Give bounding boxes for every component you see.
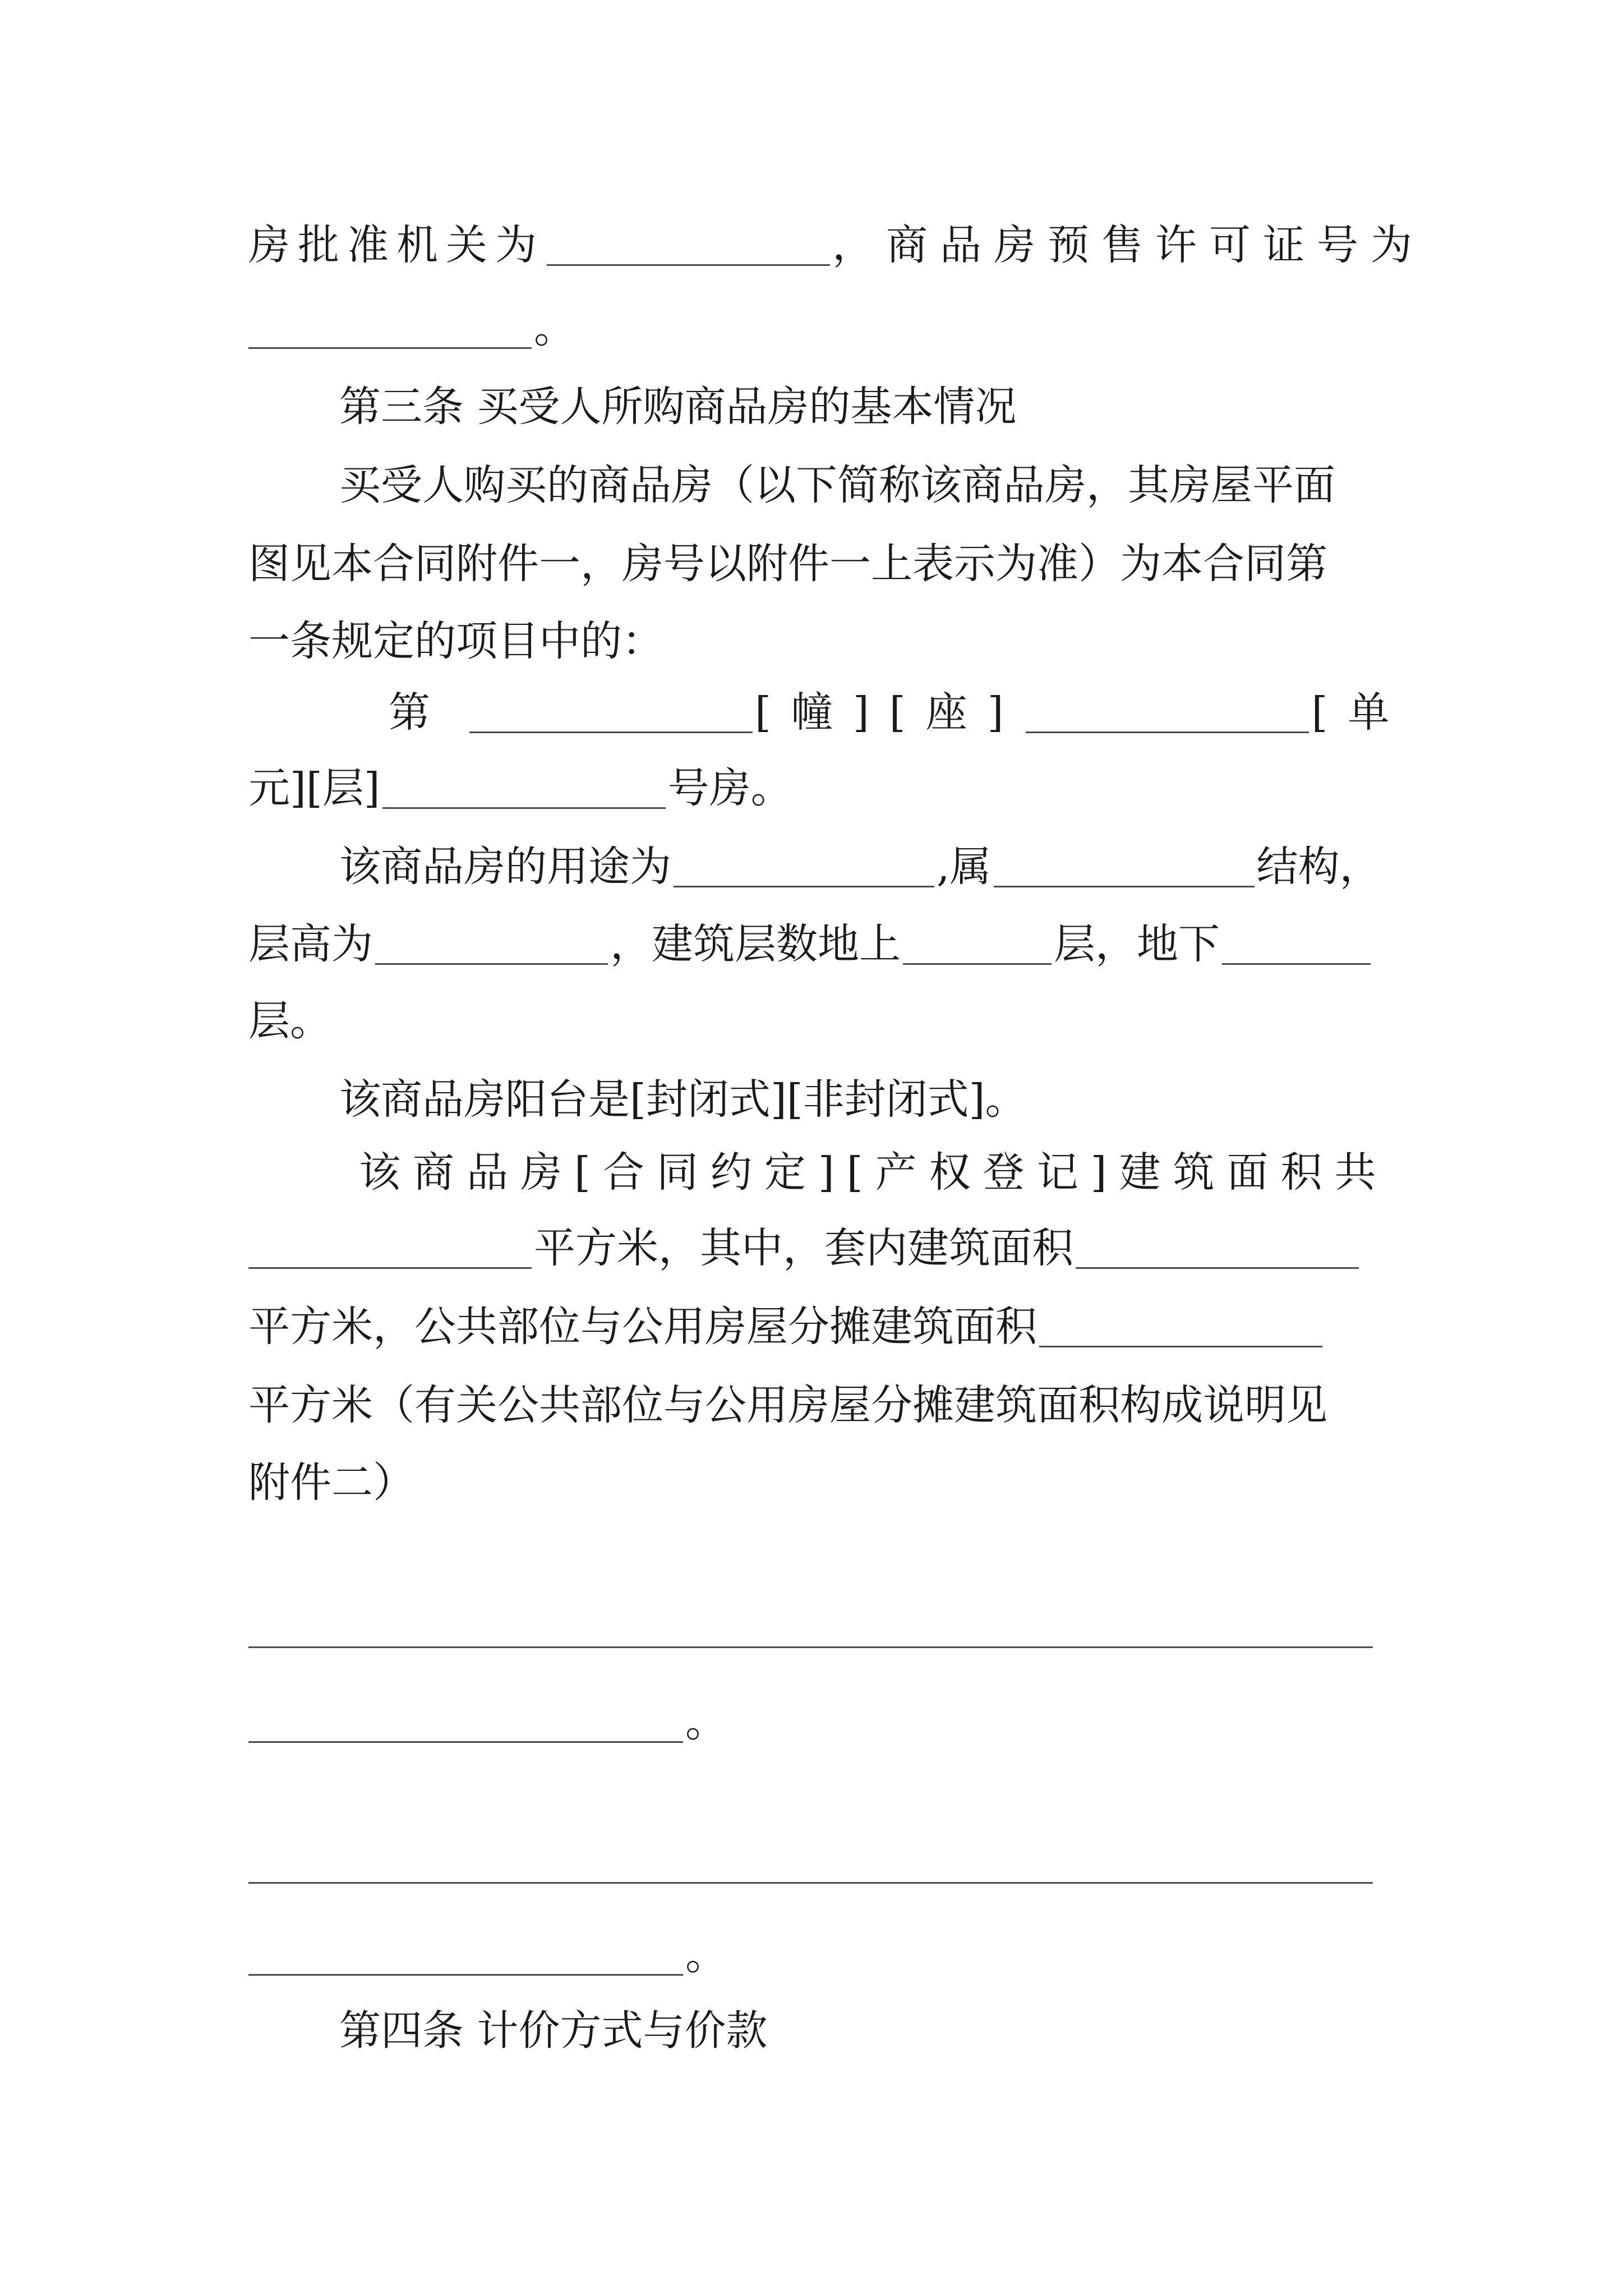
text-segment: 结构， [1256, 843, 1381, 891]
fill-in-blank[interactable] [248, 347, 532, 349]
paragraph-line [248, 1913, 1393, 1997]
fill-in-blank[interactable] [248, 1741, 683, 1743]
text-segment: 。 [685, 1698, 727, 1746]
text-segment: ，商品房预售许可证号为 [832, 221, 1424, 269]
paragraph-line [248, 670, 1410, 754]
fill-in-blank[interactable] [1026, 731, 1309, 733]
paragraph-line [248, 1285, 1393, 1369]
paragraph-line: 图见本合同附件一，房号以附件一上表示为准）为本合同第 [248, 540, 1327, 588]
text-segment: 层高为 [248, 920, 373, 968]
text-segment: 。 [534, 304, 575, 352]
fill-in-rule[interactable] [248, 1882, 1373, 1884]
text-segment: 平方米，公共部位与公用房屋分摊建筑面积 [248, 1303, 1037, 1351]
fill-in-blank[interactable] [248, 1267, 532, 1269]
fill-in-blank[interactable] [248, 1974, 683, 1976]
text-segment: 平方米，其中，套内建筑面积 [534, 1224, 1073, 1272]
fill-in-rule[interactable] [248, 1646, 1373, 1648]
text-segment: 。 [685, 1931, 727, 1979]
fill-in-blank[interactable] [1039, 1346, 1322, 1347]
text-segment: 元][层] [248, 764, 380, 812]
fill-in-blank[interactable] [469, 731, 753, 733]
fill-in-blank[interactable] [903, 963, 1052, 965]
paragraph-line: 附件二） [248, 1458, 414, 1507]
fill-in-blank[interactable] [994, 886, 1255, 887]
text-segment: [幢][座] [755, 688, 1024, 737]
fill-in-blank[interactable] [1076, 1267, 1359, 1269]
text-segment: ，建筑层数地上 [610, 920, 901, 968]
paragraph-line [248, 902, 1393, 986]
paragraph-line: 层。 [248, 997, 331, 1045]
article-heading: 第四条 计价方式与价款 [339, 2007, 768, 2055]
text-segment: 第 [389, 688, 430, 737]
fill-in-blank[interactable] [674, 886, 934, 887]
paragraph-line: 买受人购买的商品房（以下简称该商品房，其房屋平面 [339, 461, 1335, 509]
text-segment: [单 [1311, 688, 1410, 737]
paragraph-line [248, 1206, 1393, 1290]
fill-in-blank[interactable] [375, 963, 608, 965]
paragraph-line [248, 746, 1393, 830]
text-segment: ,属 [937, 843, 992, 891]
paragraph-line: 该商品房[合同约定][产权登记]建筑面积共 [359, 1148, 1389, 1197]
fill-in-blank[interactable] [382, 807, 666, 809]
text-segment: 房批准机关为 [248, 221, 545, 269]
text-segment: 该商品房的用途为 [339, 843, 671, 891]
paragraph-line [248, 203, 1424, 287]
fill-in-blank[interactable] [1222, 963, 1371, 965]
paragraph-line [248, 1680, 1393, 1764]
text-segment: 层，地下 [1054, 920, 1220, 968]
text-segment: 号房。 [667, 764, 792, 812]
paragraph-line: 平方米（有关公共部位与公用房屋分摊建筑面积构成说明见 [248, 1381, 1327, 1429]
fill-in-blank[interactable] [547, 264, 830, 266]
paragraph-line: 该商品房阳台是[封闭式][非封闭式]。 [339, 1075, 1027, 1124]
paragraph-line [339, 825, 1483, 909]
article-heading: 第三条 买受人所购商品房的基本情况 [339, 383, 1017, 431]
paragraph-line: 一条规定的项目中的： [248, 617, 663, 665]
paragraph-line [248, 286, 1393, 370]
